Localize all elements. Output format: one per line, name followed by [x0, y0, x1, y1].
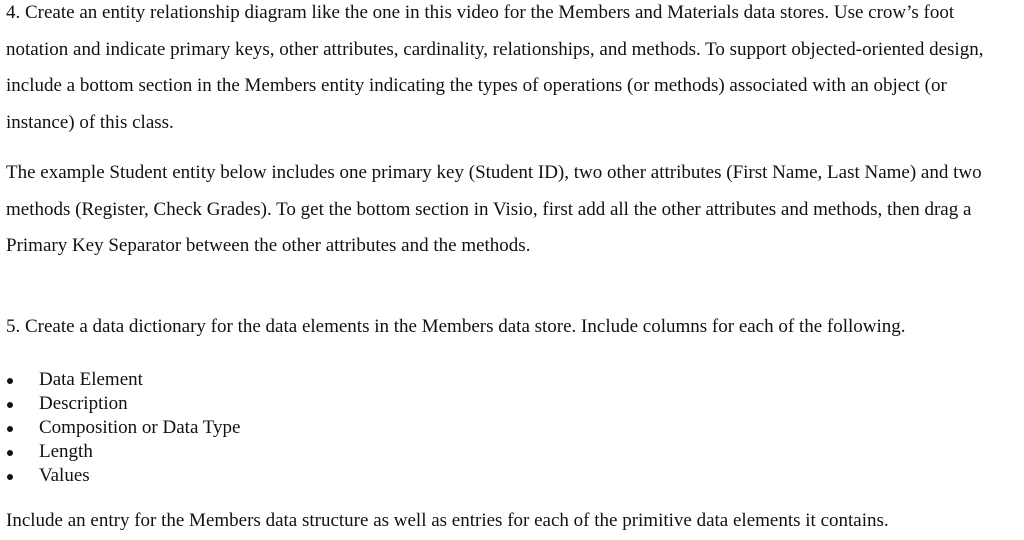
question-5-paragraph: 5. Create a data dictionary for the data elements in the Members data store. Include columns for each of the following.: [6, 316, 906, 337]
list-item: [6, 464, 241, 488]
list-item-label: Values: [39, 465, 90, 486]
bullet-icon: [7, 378, 13, 384]
list-item: [6, 440, 241, 464]
list-item-label: Data Element: [39, 369, 143, 390]
list-item-label: Description: [39, 393, 128, 414]
list-item: [6, 416, 241, 440]
column-list: [6, 368, 241, 488]
bullet-icon: [7, 450, 13, 456]
members-entry-instruction: Include an entry for the Members data structure as well as entries for each of the primitive data elements it contains.: [6, 510, 889, 531]
bullet-icon: [7, 426, 13, 432]
bullet-icon: [7, 474, 13, 480]
bullet-icon: [7, 402, 13, 408]
list-item: [6, 368, 241, 392]
student-entity-example-paragraph: The example Student entity below includes one primary key (Student ID), two other attributes (First Name, Last Name) and two methods (Register, Check Grades). To get the bottom section in Visio, first add all the other attributes and methods, then drag a Primary Key Separator between the other attributes and the methods.: [6, 162, 982, 256]
list-item-label: Length: [39, 441, 93, 462]
list-item-label: Composition or Data Type: [39, 417, 241, 438]
question-4-paragraph: 4. Create an entity relationship diagram like the one in this video for the Members and Materials data stores. Use crow’s foot notation and indicate primary keys, other attributes, cardinality, relationships, and methods. To support objected-oriented design, include a bottom section in the Members entity indicating the types of operations (or methods) associated with an object (or instance) of this class.: [6, 2, 984, 133]
list-item: [6, 392, 241, 416]
